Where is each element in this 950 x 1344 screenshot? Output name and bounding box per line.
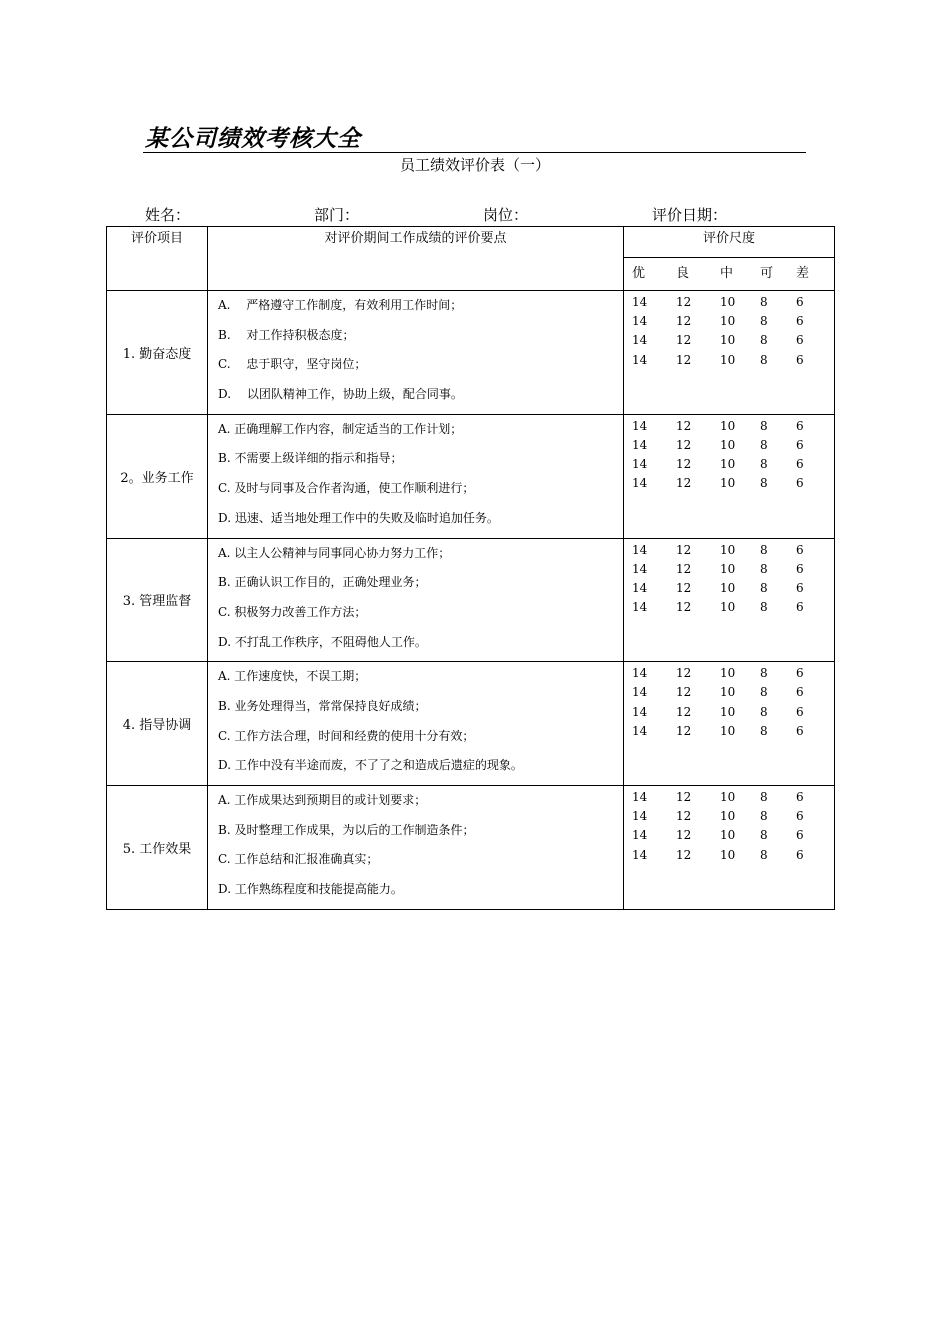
evaluation-point: B. 正确认识工作目的，正确处理业务； — [218, 575, 427, 590]
title-underline — [143, 120, 806, 153]
score-row — [624, 474, 834, 493]
score-value: 12 — [676, 542, 692, 557]
score-value: 8 — [760, 295, 768, 309]
evaluation-item: 3. 管理监督 — [107, 538, 208, 662]
score-value: 10 — [720, 600, 736, 615]
table-row — [107, 662, 835, 786]
form-subtitle: 员工绩效评价表（一） — [399, 156, 550, 174]
score-row — [624, 436, 834, 455]
score-value: 8 — [760, 314, 768, 329]
score-value: 12 — [676, 847, 692, 862]
score-value: 8 — [760, 723, 768, 738]
evaluation-point: C. 工作方法合理，时间和经费的使用十分有效； — [218, 728, 475, 743]
score-value: 12 — [676, 476, 692, 491]
score-row — [624, 807, 834, 826]
score-value: 14 — [632, 295, 648, 309]
score-value: 14 — [632, 847, 648, 862]
score-value: 14 — [632, 418, 648, 433]
grade-average: 中 — [720, 266, 734, 281]
score-value: 12 — [676, 809, 692, 824]
score-value: 8 — [760, 352, 768, 367]
score-value: 10 — [720, 457, 736, 472]
score-value: 8 — [760, 476, 768, 491]
evaluation-point: B. 对工作持积极态度； — [218, 327, 355, 342]
score-value: 12 — [676, 295, 692, 309]
score-value: 6 — [796, 333, 804, 348]
score-value: 6 — [796, 809, 804, 824]
score-value: 8 — [760, 666, 768, 681]
header-evaluation-points: 对评价期间工作成绩的评价要点 — [208, 227, 624, 291]
table-row — [107, 538, 835, 662]
grade-excellent: 优 — [632, 266, 646, 281]
score-value: 14 — [632, 666, 648, 681]
evaluation-item: 1. 勤奋态度 — [107, 291, 208, 415]
score-row — [624, 351, 834, 370]
score-value: 8 — [760, 704, 768, 719]
evaluation-point: C. 及时与同事及合作者沟通，使工作顺利进行； — [218, 481, 475, 496]
evaluation-points — [208, 291, 624, 415]
score-value: 10 — [720, 542, 736, 557]
score-value: 14 — [632, 600, 648, 615]
score-row — [624, 455, 834, 474]
evaluation-item: 4. 指导协调 — [107, 662, 208, 786]
score-value: 12 — [676, 600, 692, 615]
score-value: 10 — [720, 704, 736, 719]
score-value: 8 — [760, 809, 768, 824]
score-row — [624, 541, 834, 560]
score-value: 6 — [796, 828, 804, 843]
score-value: 8 — [760, 600, 768, 615]
score-value: 6 — [796, 723, 804, 738]
score-value: 10 — [720, 847, 736, 862]
score-row — [624, 826, 834, 845]
evaluation-point: B. 不需要上级详细的指示和指导； — [218, 451, 403, 466]
score-row — [624, 331, 834, 350]
score-value: 14 — [632, 352, 648, 367]
score-value: 14 — [632, 809, 648, 824]
score-value: 6 — [796, 418, 804, 433]
grade-poor: 差 — [796, 266, 810, 281]
score-scale — [624, 291, 835, 415]
score-value: 8 — [760, 418, 768, 433]
evaluation-point: C. 积极努力改善工作方法； — [218, 604, 367, 619]
evaluation-point: D. 工作熟练程度和技能提高能力。 — [218, 882, 403, 897]
score-value: 12 — [676, 685, 692, 700]
score-row — [624, 312, 834, 331]
score-value: 14 — [632, 457, 648, 472]
score-value: 14 — [632, 790, 648, 804]
score-value: 10 — [720, 685, 736, 700]
score-row — [624, 417, 834, 436]
score-value: 12 — [676, 418, 692, 433]
score-value: 8 — [760, 457, 768, 472]
evaluation-table — [106, 226, 835, 910]
score-row — [624, 703, 834, 722]
score-value: 12 — [676, 352, 692, 367]
score-scale — [624, 662, 835, 786]
score-row — [624, 846, 834, 865]
score-value: 14 — [632, 723, 648, 738]
score-value: 8 — [760, 685, 768, 700]
evaluation-point: D. 工作中没有半途而废，不了了之和造成后遗症的现象。 — [218, 758, 523, 773]
score-value: 6 — [796, 685, 804, 700]
table-row — [107, 414, 835, 538]
evaluation-item: 2。业务工作 — [107, 414, 208, 538]
score-value: 12 — [676, 666, 692, 681]
score-row — [624, 598, 834, 617]
score-value: 6 — [796, 580, 804, 595]
score-value: 12 — [676, 704, 692, 719]
evaluation-points — [208, 786, 624, 910]
score-value: 6 — [796, 847, 804, 862]
score-value: 10 — [720, 828, 736, 843]
table-row — [107, 291, 835, 415]
score-value: 10 — [720, 723, 736, 738]
evaluation-points — [208, 538, 624, 662]
score-value: 6 — [796, 314, 804, 329]
score-value: 10 — [720, 295, 736, 309]
evaluation-point: A. 以主人公精神与同事同心协力努力工作； — [218, 545, 451, 560]
score-row — [624, 293, 834, 312]
score-value: 8 — [760, 847, 768, 862]
score-value: 12 — [676, 790, 692, 804]
score-value: 12 — [676, 828, 692, 843]
score-scale — [624, 538, 835, 662]
score-value: 8 — [760, 542, 768, 557]
score-value: 10 — [720, 561, 736, 576]
evaluation-point: D. 不打乱工作秩序，不阻碍他人工作。 — [218, 634, 427, 649]
score-value: 10 — [720, 352, 736, 367]
score-value: 6 — [796, 790, 804, 804]
evaluation-point: D. 迅速、适当地处理工作中的失败及临时追加任务。 — [218, 510, 499, 525]
score-value: 12 — [676, 580, 692, 595]
score-value: 6 — [796, 352, 804, 367]
evaluation-point: A. 工作成果达到预期目的或计划要求； — [218, 793, 427, 807]
score-value: 14 — [632, 437, 648, 452]
score-value: 8 — [760, 437, 768, 452]
score-value: 10 — [720, 418, 736, 433]
score-value: 6 — [796, 476, 804, 491]
grade-header-row — [624, 258, 835, 291]
header-evaluation-scale: 评价尺度 — [624, 227, 835, 258]
department-label: 部门： — [314, 206, 360, 224]
score-row — [624, 683, 834, 702]
evaluation-point: B. 业务处理得当，常常保持良好成绩； — [218, 698, 427, 713]
score-value: 14 — [632, 828, 648, 843]
score-value: 12 — [676, 723, 692, 738]
score-value: 6 — [796, 704, 804, 719]
evaluation-point: A. 工作速度快，不误工期； — [218, 669, 367, 684]
grade-fair: 可 — [760, 266, 774, 281]
score-value: 10 — [720, 809, 736, 824]
score-value: 14 — [632, 580, 648, 595]
score-row — [624, 560, 834, 579]
score-value: 12 — [676, 437, 692, 452]
score-value: 6 — [796, 542, 804, 557]
score-value: 8 — [760, 561, 768, 576]
score-value: 10 — [720, 314, 736, 329]
score-value: 14 — [632, 476, 648, 491]
score-value: 6 — [796, 457, 804, 472]
evaluation-point: A. 严格遵守工作制度，有效利用工作时间； — [218, 298, 463, 312]
score-value: 14 — [632, 561, 648, 576]
score-value: 12 — [676, 561, 692, 576]
score-row — [624, 579, 834, 598]
score-value: 12 — [676, 314, 692, 329]
score-scale — [624, 786, 835, 910]
score-value: 6 — [796, 666, 804, 681]
header-evaluation-item: 评价项目 — [107, 227, 208, 291]
score-value: 14 — [632, 314, 648, 329]
grade-good: 良 — [676, 266, 690, 281]
score-value: 14 — [632, 333, 648, 348]
score-value: 10 — [720, 476, 736, 491]
score-value: 6 — [796, 295, 804, 309]
score-value: 10 — [720, 666, 736, 681]
score-row — [624, 722, 834, 741]
evaluation-point: A. 正确理解工作内容，制定适当的工作计划； — [218, 421, 463, 436]
score-value: 10 — [720, 790, 736, 804]
score-value: 6 — [796, 600, 804, 615]
table-row — [107, 786, 835, 910]
evaluation-points — [208, 414, 624, 538]
score-value: 8 — [760, 790, 768, 804]
score-value: 10 — [720, 333, 736, 348]
score-value: 14 — [632, 704, 648, 719]
document-title: 某公司绩效考核大全 — [145, 126, 361, 152]
score-value: 10 — [720, 580, 736, 595]
score-value: 14 — [632, 542, 648, 557]
evaluation-point: C. 工作总结和汇报准确真实； — [218, 852, 379, 867]
evaluation-point: C. 忠于职守，坚守岗位； — [218, 357, 367, 372]
evaluation-item: 5. 工作效果 — [107, 786, 208, 910]
score-value: 8 — [760, 828, 768, 843]
evaluation-point: D. 以团队精神工作，协助上级，配合同事。 — [218, 387, 463, 402]
score-value: 8 — [760, 333, 768, 348]
score-value: 8 — [760, 580, 768, 595]
evaluation-point: B. 及时整理工作成果，为以后的工作制造条件； — [218, 822, 475, 837]
score-scale — [624, 414, 835, 538]
evaluation-rows — [107, 291, 835, 910]
score-value: 12 — [676, 457, 692, 472]
score-value: 12 — [676, 333, 692, 348]
name-label: 姓名： — [145, 206, 191, 224]
evaluation-points — [208, 662, 624, 786]
evaluation-date-label: 评价日期： — [652, 206, 728, 224]
score-value: 14 — [632, 685, 648, 700]
score-value: 6 — [796, 561, 804, 576]
post-label: 岗位： — [483, 206, 529, 224]
score-value: 6 — [796, 437, 804, 452]
score-row — [624, 664, 834, 683]
score-value: 10 — [720, 437, 736, 452]
score-row — [624, 788, 834, 807]
